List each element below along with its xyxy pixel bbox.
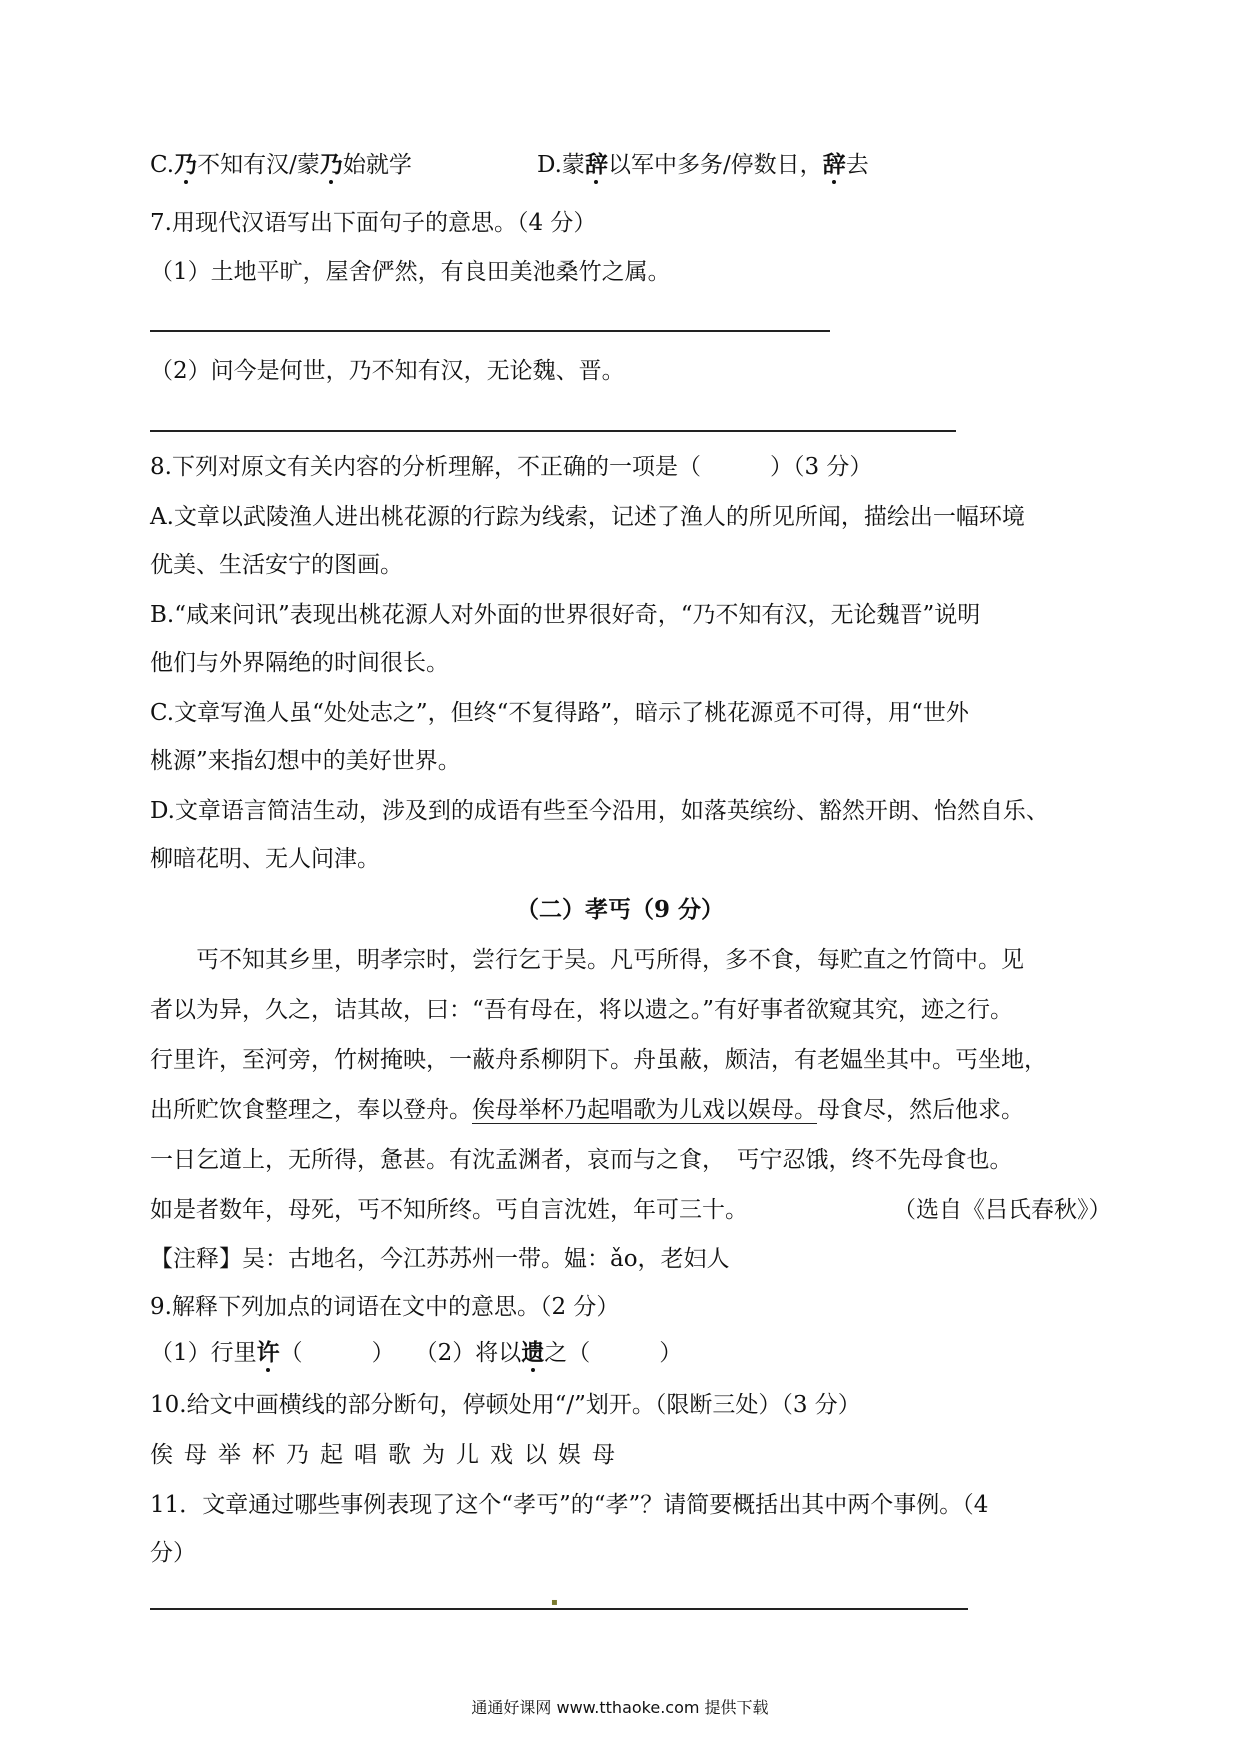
answer-line[interactable] bbox=[150, 1608, 968, 1610]
passage-text: 出所贮饮食整理之，奉以登舟。 bbox=[150, 1097, 472, 1123]
passage-line: 者以为异，久之，诘其故，曰：“吾有母在，将以遗之。”有好事者欲窥其究，迹之行。 bbox=[150, 997, 1014, 1023]
passage-text: 母食尽，然后他求。 bbox=[817, 1097, 1024, 1123]
q9-items bbox=[150, 1338, 682, 1368]
section-title: （二）孝丐（9 分） bbox=[515, 896, 724, 923]
q8-option-c-line1: C.文章写渔人虽“处处志之”，但终“不复得路”，暗示了桃花源觅不可得，用“世外 bbox=[150, 700, 969, 726]
page-footer: 通通好课网 www.tthaoke.com 提供下载 bbox=[471, 1698, 769, 1717]
q7-sentence-1: （1）土地平旷，屋舍俨然，有良田美池桑竹之属。 bbox=[150, 259, 671, 285]
dotted-word: 辞 bbox=[822, 151, 846, 178]
q7-stem: 7.用现代汉语写出下面句子的意思。（4 分） bbox=[150, 210, 597, 236]
passage-line bbox=[150, 1095, 1024, 1125]
option-c-label: C. bbox=[150, 152, 175, 178]
answer-line[interactable] bbox=[150, 330, 830, 332]
passage-line: 如是者数年，母死，丐不知所终。丐自言沈姓，年可三十。 bbox=[150, 1197, 748, 1223]
passage-line: 一日乞道上，无所得，惫甚。有沈孟渊者，哀而与之食， 丐宁忍饿，终不先母食也。 bbox=[150, 1147, 1013, 1173]
answer-line[interactable] bbox=[150, 430, 956, 432]
q11-stem-line2: 分） bbox=[150, 1540, 196, 1566]
passage-line: 行里许，至河旁，竹树掩映，一蔽舟系柳阴下。舟虽蔽，颇洁，有老媪坐其中。丐坐地， bbox=[150, 1047, 1047, 1073]
q11-stem-line1: 11．文章通过哪些事例表现了这个“孝丐”的“孝”？请简要概括出其中两个事例。（4 bbox=[150, 1492, 989, 1518]
option-text: 以军中多务/停数日， bbox=[607, 152, 823, 178]
scan-mark: ▪ bbox=[551, 1597, 558, 1608]
q8-stem: 8.下列对原文有关内容的分析理解，不正确的一项是（ ）（3 分） bbox=[150, 454, 873, 480]
q9-item-1: （1）行里 bbox=[150, 1340, 257, 1366]
q8-option-d-line1: D.文章语言简洁生动，涉及到的成语有些至今沿用，如落英缤纷、豁然开朗、怡然自乐、 bbox=[150, 798, 1049, 824]
q8-option-c-line2: 桃源”来指幻想中的美好世界。 bbox=[150, 748, 461, 774]
dotted-word: 遗 bbox=[521, 1339, 545, 1366]
q8-option-a-line1: A.文章以武陵渔人进出桃花源的行踪为线索，记述了渔人的所见所闻，描绘出一幅环境 bbox=[150, 504, 1025, 530]
q8-option-a-line2: 优美、生活安宁的图画。 bbox=[150, 552, 403, 578]
q6-option-d bbox=[537, 150, 869, 180]
q9-item-2: （2）将以 bbox=[414, 1340, 522, 1366]
dotted-word: 乃 bbox=[174, 151, 198, 178]
dotted-word: 辞 bbox=[584, 151, 608, 178]
q8-option-d-line2: 柳暗花明、无人问津。 bbox=[150, 846, 380, 872]
passage-source: （选自《吕氏春秋》） bbox=[893, 1197, 1112, 1223]
answer-blank[interactable]: 之（ ） bbox=[544, 1340, 683, 1366]
q9-stem: 9.解释下列加点的词语在文中的意思。（2 分） bbox=[150, 1294, 620, 1320]
passage-note: 【注释】吴：古地名，今江苏苏州一带。媪：ǎo，老妇人 bbox=[150, 1246, 730, 1272]
q7-sentence-2: （2）问今是何世，乃不知有汉，无论魏、晋。 bbox=[150, 358, 625, 384]
option-text: 始就学 bbox=[342, 152, 412, 178]
q8-option-b-line2: 他们与外界隔绝的时间很长。 bbox=[150, 650, 449, 676]
q10-sentence: 俟母举杯乃起唱歌为儿戏以娱母 bbox=[150, 1442, 626, 1468]
dotted-word: 许 bbox=[256, 1339, 280, 1366]
q8-option-b-line1: B.“咸来问讯”表现出桃花源人对外面的世界很好奇，“乃不知有汉，无论魏晋”说明 bbox=[150, 602, 981, 628]
option-text: 去 bbox=[845, 152, 869, 178]
q6-option-c bbox=[150, 150, 412, 180]
option-text: 不知有汉/蒙 bbox=[197, 152, 320, 178]
answer-blank[interactable]: （ ） bbox=[279, 1340, 395, 1366]
q10-stem: 10.给文中画横线的部分断句，停顿处用“/”划开。（限断三处）（3 分） bbox=[150, 1392, 861, 1418]
dotted-word: 乃 bbox=[319, 151, 343, 178]
underlined-sentence: 俟母举杯乃起唱歌为儿戏以娱母。 bbox=[472, 1097, 817, 1123]
option-d-label: D.蒙 bbox=[537, 152, 585, 178]
passage-line: 丐不知其乡里，明孝宗时，尝行乞于吴。凡丐所得，多不食，每贮直之竹筒中。见 bbox=[196, 947, 1024, 973]
